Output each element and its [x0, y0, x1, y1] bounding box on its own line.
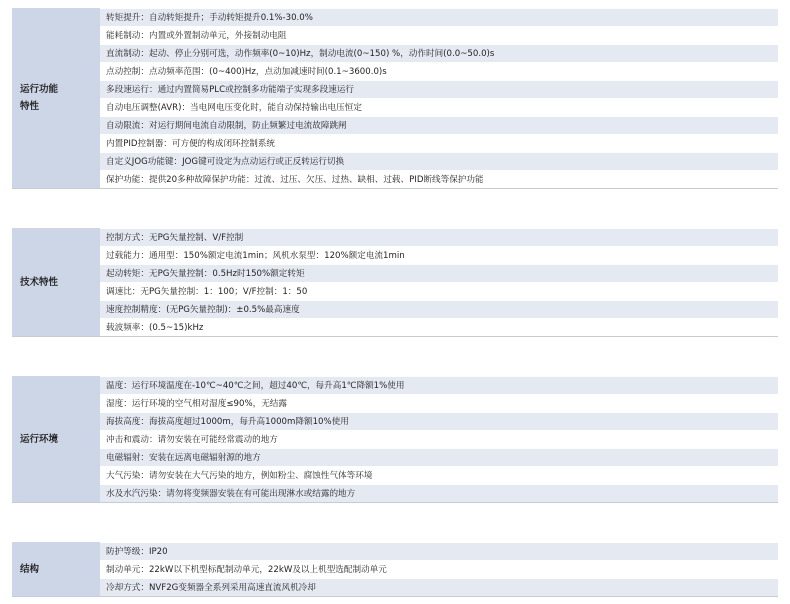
section-title: 运行功能 特性	[12, 8, 100, 188]
spec-rows	[100, 542, 778, 596]
spec-row: 控制方式：无PG矢量控制、V/F控制	[100, 228, 778, 246]
section-title: 运行环境	[12, 376, 100, 502]
spec-row: 水及水汽污染：请勿将变频器安装在有可能出现淋水或结露的地方	[100, 484, 778, 502]
spec-row: 自定义JOG功能键：JOG键可设定为点动运行或正反转运行切换	[100, 152, 778, 170]
spec-row: 转矩提升：自动转矩提升；手动转矩提升0.1%-30.0%	[100, 8, 778, 26]
spec-rows	[100, 8, 778, 188]
spec-row: 调速比：无PG矢量控制：1：100；V/F控制：1：50	[100, 282, 778, 300]
spec-row: 起动转矩：无PG矢量控制：0.5Hz时150%额定转矩	[100, 264, 778, 282]
spec-rows	[100, 228, 778, 336]
section-title: 技术特性	[12, 228, 100, 336]
spec-rows	[100, 376, 778, 502]
section-operating-environment	[12, 376, 778, 503]
spec-row: 制动单元：22kW以下机型标配制动单元，22kW及以上机型选配制动单元	[100, 560, 778, 578]
spec-row: 电磁辐射：安装在远离电磁辐射源的地方	[100, 448, 778, 466]
section-technical-features	[12, 228, 778, 337]
spec-row: 多段速运行：通过内置简易PLC或控制多功能端子实现多段速运行	[100, 80, 778, 98]
spec-row: 速度控制精度：(无PG矢量控制)：±0.5%最高速度	[100, 300, 778, 318]
section-run-features	[12, 8, 778, 189]
spec-row: 直流制动：起动、停止分别可选，动作频率(0~10)Hz，制动电流(0~150) %，动作时间(0.0~50.0)s	[100, 44, 778, 62]
spec-row: 载波频率：(0.5~15)kHz	[100, 318, 778, 336]
spec-row: 能耗制动：内置或外置制动单元，外接制动电阻	[100, 26, 778, 44]
spec-row: 湿度：运行环境的空气相对湿度≤90%，无结露	[100, 394, 778, 412]
spec-row: 防护等级：IP20	[100, 542, 778, 560]
spec-row: 内置PID控制器：可方便的构成闭环控制系统	[100, 134, 778, 152]
spec-row: 过载能力：通用型：150%额定电流1min；风机水泵型：120%额定电流1min	[100, 246, 778, 264]
spec-row: 自动限流：对运行期间电流自动限制，防止频繁过电流故障跳闸	[100, 116, 778, 134]
spec-row: 点动控制：点动频率范围：(0~400)Hz，点动加减速时间(0.1~3600.0)s	[100, 62, 778, 80]
spec-row: 温度：运行环境温度在-10℃~40℃之间，超过40℃，每升高1℃降额1%使用	[100, 376, 778, 394]
spec-row: 保护功能：提供20多种故障保护功能：过流、过压、欠压、过热、缺相、过载、PID断线等保护功能	[100, 170, 778, 188]
spec-row: 冲击和震动：请勿安装在可能经常震动的地方	[100, 430, 778, 448]
spec-row: 自动电压调整(AVR)：当电网电压变化时，能自动保持输出电压恒定	[100, 98, 778, 116]
spec-row: 海拔高度：海拔高度超过1000m，每升高1000m降额10%使用	[100, 412, 778, 430]
spec-row: 大气污染：请勿安装在大气污染的地方，例如粉尘、腐蚀性气体等环境	[100, 466, 778, 484]
section-title: 结构	[12, 542, 100, 596]
section-structure	[12, 542, 778, 597]
spec-row: 冷却方式：NVF2G变频器全系列采用高速直流风机冷却	[100, 578, 778, 596]
